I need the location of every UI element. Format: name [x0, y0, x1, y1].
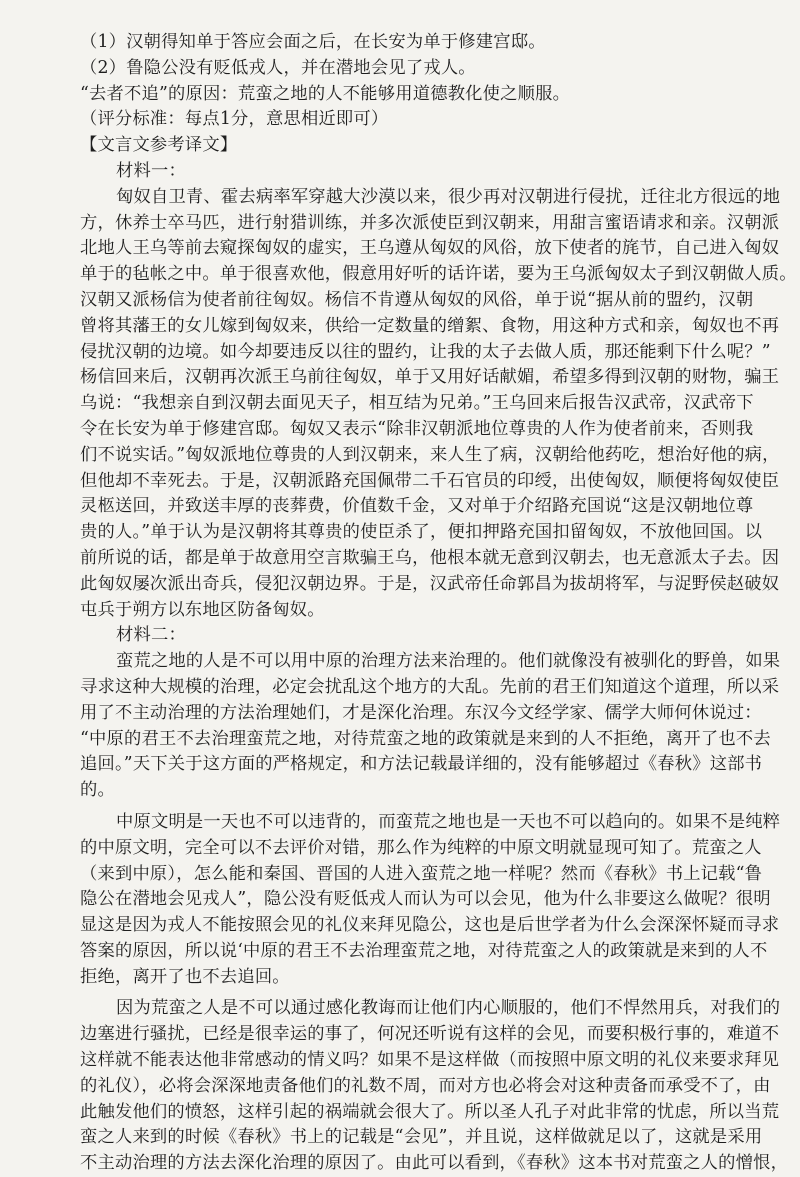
text-line: 中原文明是一天也不可以违背的，而蛮荒之地也是一天也不可以趋向的。如果不是纯粹 — [116, 811, 781, 832]
text-line: 灵柩送回，并致送丰厚的丧葬费，价值数千金，又对单于介绍路充国说“这是汉朝地位尊 — [80, 496, 754, 517]
answer-line: （1）汉朝得知单于答应会面之后，在长安为单于修建宫邸。 — [80, 32, 546, 52]
material2-paragraph-3 — [80, 996, 789, 1177]
answer-line: （2）鲁隐公没有贬低戎人，并在潜地会见了戎人。 — [80, 57, 476, 78]
scoring-note: （评分标准：每点1分，意思相近即可） — [80, 109, 389, 130]
text-line: 前所说的话，都是单于故意用空言欺骗王乌，他根本就无意到汉朝去，也无意派太子去。因 — [80, 547, 780, 568]
answer-line: “去者不追”的原因：荒蛮之地的人不能够用道德教化使之顺服。 — [80, 83, 571, 104]
text-line: 用了不主动治理的方法治理她们，才是深化治理。东汉今文经学家、儒学大师何休说过： — [80, 702, 762, 723]
text-line: “中原的君王不去治理蛮荒之地，对待荒蛮之地的政策就是来到的人不拒绝，离开了也不去 — [80, 728, 771, 749]
text-line: 们不说实话。”匈奴派地位尊贵的人到汉朝来，来人生了病，汉朝给他药吃，想治好他的病， — [80, 444, 780, 465]
text-line: 曾将其藩王的女儿嫁到匈奴来，供给一定数量的缯絮、食物，用这种方式和亲，匈奴也不再 — [80, 315, 780, 336]
text-line: 边塞进行骚扰，已经是很幸运的事了，何况还听说有这样的会见，而要积极行事的，难道不 — [80, 1024, 780, 1045]
text-line: 侵扰汉朝的边境。如今却要违反以往的盟约，让我的太子去做人质，那还能剩下什么呢？” — [80, 341, 771, 362]
text-line: 答案的原因，所以说‘中原的君王不去治理蛮荒之地，对待荒蛮之人的政策就是来到的人不 — [80, 940, 768, 961]
text-line: 不主动治理的方法去深化治理的原因了。由此可以看到，《春秋》这本书对荒蛮之人的憎恨， — [80, 1153, 789, 1174]
text-line: 显这是因为戎人不能按照会见的礼仪来拜见隐公，这也是后世学者为什么会深深怀疑而寻求 — [80, 915, 780, 936]
text-line: 的。 — [80, 780, 115, 801]
text-line: 此触发他们的愤怒，这样引起的祸端就会很大了。所以圣人孔子对此非常的忧虑，所以当荒 — [80, 1101, 780, 1122]
text-line: 追回。”天下关于这方面的严格规定，和方法记载最详细的，没有能够超过《春秋》这部书 — [80, 754, 763, 775]
text-line: 寻求这种大规模的治理，必定会扰乱这个地方的大乱。先前的君王们知道这个道理，所以采 — [80, 676, 780, 697]
text-line: 但他却不幸死去。于是，汉朝派路充国佩带二千石官员的印绶，出使匈奴，顺便将匈奴使臣 — [80, 470, 780, 491]
text-line: 匈奴自卫青、霍去病率军穿越大沙漠以来，很少再对汉朝进行侵扰，迁往北方很远的地 — [116, 186, 781, 207]
text-line: 此匈奴屡次派出奇兵，侵犯汉朝边界。于是，汉武帝任命郭昌为拔胡将军，与浞野侯赵破奴 — [80, 573, 780, 594]
text-line: 隐公在潜地会见戎人”，隐公没有贬低戎人而认为可以会见，他为什么非要这么做呢？很明 — [80, 889, 771, 910]
text-line: 因为荒蛮之人是不可以通过感化教诲而让他们内心顺服的，他们不悍然用兵，对我们的 — [116, 998, 781, 1019]
text-line: 北地人王乌等前去窥探匈奴的虚实，王乌遵从匈奴的风俗，放下使者的旄节，自己进入匈奴 — [80, 238, 780, 259]
material1-label: 材料一： — [116, 160, 186, 181]
text-line: 汉朝又派杨信为使者前往匈奴。杨信不肯遵从匈奴的风俗，单于说“据从前的盟约，汉朝 — [80, 289, 754, 310]
text-line: 方，休养士卒马匹，进行射猎训练，并多次派使臣到汉朝来，用甜言蜜语请求和亲。汉朝派 — [80, 212, 780, 233]
text-line: （来到中原），怎么能和秦国、晋国的人进入蛮荒之地一样呢？然而《春秋》书上记载“鲁 — [80, 863, 763, 884]
text-line: 令在长安为单于修建宫邸。匈奴又表示“除非汉朝派地位尊贵的人作为使者前来，否则我 — [80, 418, 754, 439]
text-line: 贵的人。”单于认为是汉朝将其尊贵的使臣杀了，便扣押路充国扣留匈奴，不放他回国。以 — [80, 522, 763, 543]
text-line: 杨信回来后，汉朝再次派王乌前往匈奴，单于又用好话献媚，希望多得到汉朝的财物，骗王 — [80, 367, 780, 388]
text-line: 屯兵于朔方以东地区防备匈奴。 — [80, 599, 325, 620]
text-line: 这样就不能表达他非常感动的情义吗？如果不是这样做（而按照中原文明的礼仪来要求拜见 — [80, 1050, 780, 1071]
text-line: 蛮之人来到的时候《春秋》书上的记载是“会见”，并且说，这样做就足以了，这就是采用 — [80, 1127, 763, 1148]
text-line: 乌说：“我想亲自到汉朝去面见天子，相互结为兄弟。”王乌回来后报告汉武帝，汉武帝下 — [80, 393, 754, 414]
material1-paragraph — [80, 185, 797, 624]
text-line: 的礼仪），必将会深深地责备他们的礼数不周，而对方也必将会对这种责备而承受不了，由 — [80, 1075, 771, 1096]
text-line: 蛮荒之地的人是不可以用中原的治理方法来治理的。他们就像没有被驯化的野兽，如果 — [116, 651, 781, 672]
material2-paragraph-1 — [80, 649, 781, 804]
text-line: 拒绝，离开了也不去追回。 — [80, 966, 290, 987]
answer-list — [80, 30, 766, 133]
section-title: 【文言文参考译文】 — [80, 135, 238, 156]
material2-paragraph-2 — [80, 810, 781, 991]
material2-label: 材料二： — [116, 625, 186, 646]
text-line: 单于的毡帐之中。单于很喜欢他，假意用好听的话许诺，要为王乌派匈奴太子到汉朝做人质。 — [80, 264, 797, 285]
text-line: 的中原文明，完全可以不去评价对错，那么作为纯粹的中原文明就显现可知了。荒蛮之人 — [80, 837, 762, 858]
